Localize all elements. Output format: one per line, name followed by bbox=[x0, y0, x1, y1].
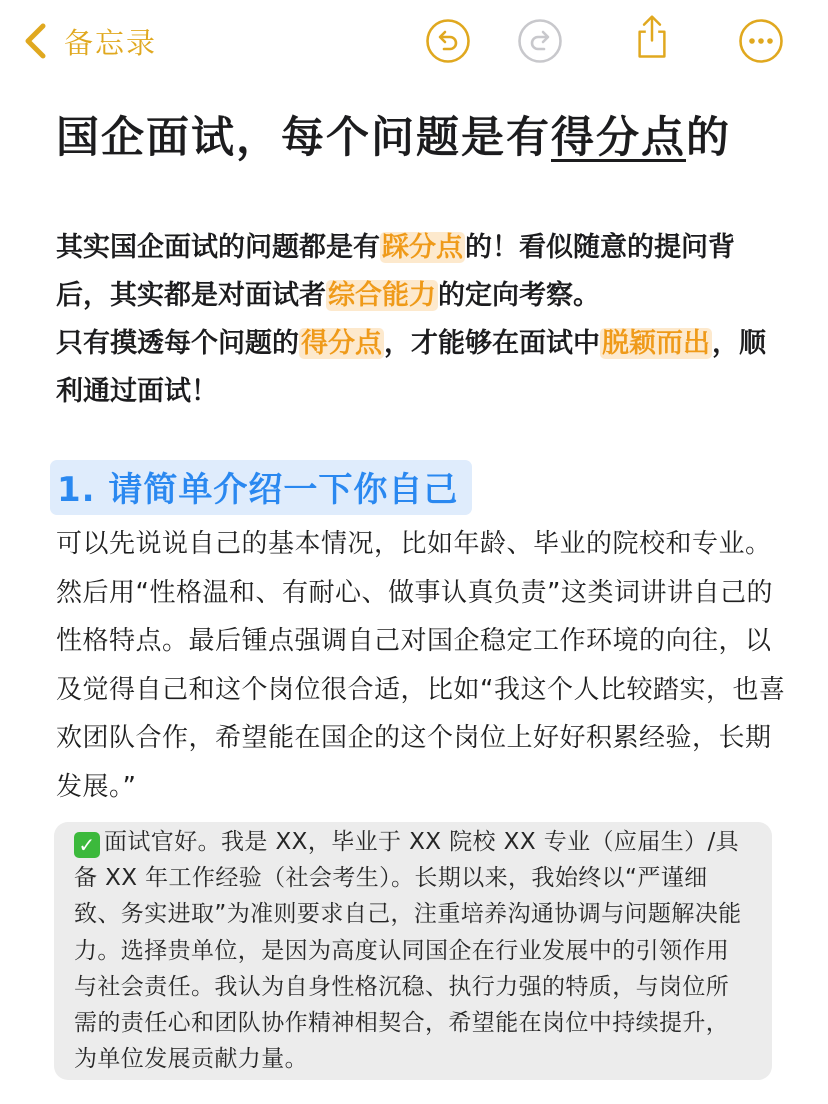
intro-text: 其实国企面试的问题都是有 bbox=[56, 232, 380, 263]
highlight-phrase: 得分点 bbox=[301, 328, 382, 359]
intro-text: 的定向考察。 bbox=[438, 280, 600, 311]
intro-text: ，才能够在面试中 bbox=[384, 328, 600, 359]
note-title bbox=[56, 104, 731, 165]
more-button[interactable] bbox=[738, 18, 784, 64]
more-icon bbox=[738, 18, 784, 64]
note-title-part3: 的 bbox=[686, 113, 731, 163]
share-icon bbox=[629, 14, 675, 60]
note-title-part1: 国企面试，每个问题是有 bbox=[56, 113, 551, 163]
highlight-phrase: 综合能力 bbox=[328, 280, 436, 311]
back-button[interactable] bbox=[22, 20, 157, 62]
highlight-phrase: 脱颖而出 bbox=[602, 328, 710, 359]
redo-icon bbox=[517, 18, 563, 64]
intro-text: ，顺利通过面试！ bbox=[56, 328, 766, 407]
back-label: 备忘录 bbox=[64, 25, 158, 60]
section-heading-box bbox=[50, 460, 472, 515]
note-title-underlined: 得分点 bbox=[551, 113, 686, 163]
undo-button[interactable] bbox=[425, 18, 471, 64]
redo-button[interactable] bbox=[517, 18, 563, 64]
chevron-left-icon bbox=[22, 22, 48, 60]
share-button[interactable] bbox=[629, 14, 675, 60]
toolbar bbox=[0, 0, 828, 84]
sample-answer-text: 面试官好。我是 XX，毕业于 XX 院校 XX 专业（应届生）/具备 XX 年工作经验（社会考生）。长期以来，我始终以“严谨细致、务实进取”为准则要求自己，注重培养沟通协调与问题解决能力。选择贵单位，是因为高度认同国企在行业发展中的引领作用与社会责任。我认为自身性格沉稳、执行力强的特质，与岗位所需的责任心和团队协作精神相契合，希望能在岗位中持续提升，为单位发展贡献力量。 bbox=[74, 829, 742, 1073]
intro-text: 的！看似随意的提问背后，其实都是对面试者 bbox=[56, 232, 735, 311]
checkmark-icon: ✓ bbox=[74, 832, 100, 858]
sample-answer-block bbox=[54, 822, 772, 1080]
section-body: 可以先说说自己的基本情况，比如年龄、毕业的院校和专业。然后用“性格温和、有耐心、做事认真负责”这类词讲讲自己的性格特点。最后锺点强调自己对国企稳定工作环境的向往，以及觉得自己和这个岗位很合适，比如“我这个人比较踏实，也喜欢团队合作，希望能在国企的这个岗位上好好积累经验，长期发展。” bbox=[56, 529, 786, 802]
section-heading: 1. 请简单介绍一下你自己 bbox=[57, 470, 459, 510]
highlight-phrase: 踩分点 bbox=[382, 232, 463, 263]
intro-paragraph bbox=[56, 224, 786, 416]
undo-icon bbox=[425, 18, 471, 64]
intro-text: 只有摸透每个问题的 bbox=[56, 328, 299, 359]
